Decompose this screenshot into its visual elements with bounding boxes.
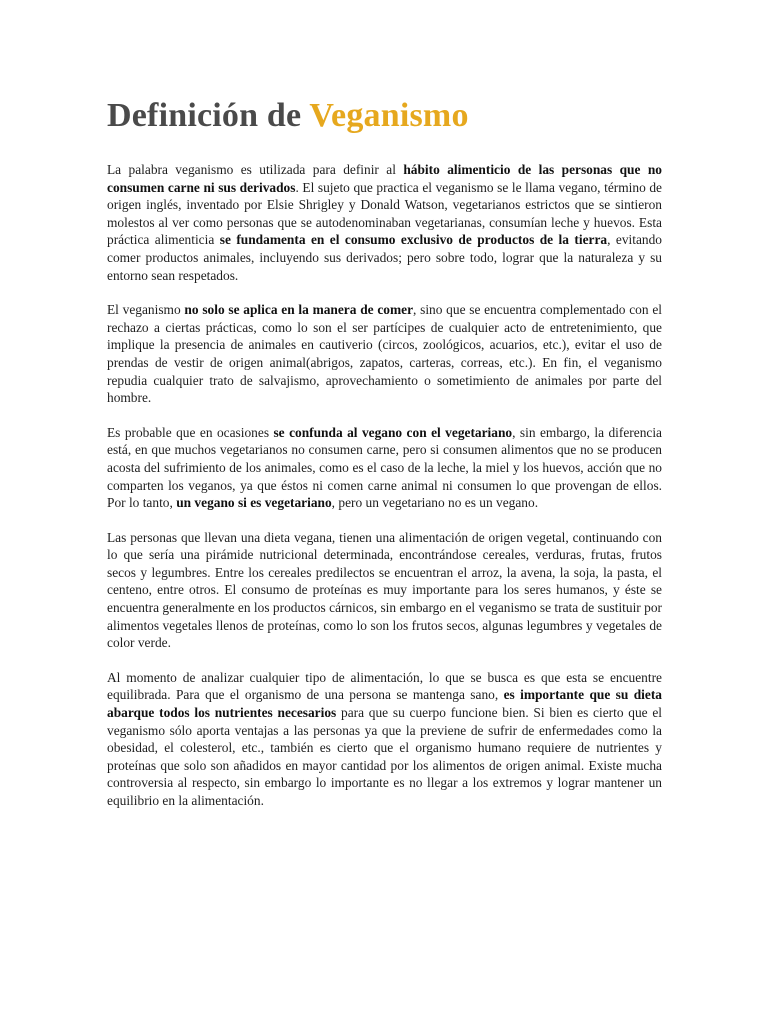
bold-run: se fundamenta en el consumo exclusivo de productos de la tierra — [219, 232, 608, 248]
paragraph-3 — [107, 424, 662, 512]
bold-run: no solo se aplica en la manera de comer — [184, 302, 414, 318]
title-highlight: Veganismo — [309, 97, 469, 134]
paragraph-2 — [107, 301, 662, 407]
paragraph-4 — [107, 529, 662, 652]
paragraph-1 — [107, 161, 662, 284]
text-run: , sin embargo, la diferencia está, en que muchos vegetarianos no consumen carne, pero si consumen alimentos que no se producen acosta del sufrimiento de los animales, como es el caso de la leche, la miel y los huevos, acción que no comparten los veganos, ya que éstos ni comen carne animal ni consumen lo que provengan de ellos. Por lo tanto, — [107, 424, 662, 511]
text-run: . El sujeto que practica el veganismo se le llama vegano, término de origen inglés, inventado por Elsie Shrigley y Donald Watson, vegetarianos estrictos que se sintieron molestos al ver como personas que se autodenominaban vegetarianas, consumían leche y huevos. Esta práctica alimenticia — [107, 179, 662, 248]
text-run: Es probable que en ocasiones — [107, 424, 274, 440]
text-run: Al momento de analizar cualquier tipo de alimentación, lo que se busca es que esta se encuentre equilibrada. Para que el organismo de una persona se mantenga sano, — [107, 669, 662, 703]
text-run: para que su cuerpo funcione bien. Si bien es cierto que el veganismo sólo aporta ventajas a las personas ya que la previene de sufrir de enfermedades como la obesidad, el colesterol, etc., también es cierto que el organismo humano requiere de nutrientes y proteínas que solo son añadidos en mayor cantidad por los alimentos de origen animal. Existe mucha controversia al respecto, sin embargo lo importante es no llegar a los extremos y lograr mantener un equilibrio en la alimentación. — [107, 705, 662, 808]
text-run: , pero un vegetariano no es un vegano. — [331, 495, 539, 511]
bold-run: hábito alimenticio de las personas que no consumen carne ni sus derivados — [107, 162, 662, 195]
bold-run: un vegano si es vegetariano — [176, 495, 332, 511]
text-run: El veganismo — [107, 302, 185, 318]
bold-run: es importante que su dieta abarque todos los nutrientes necesarios — [107, 687, 662, 721]
text-run: , sino que se encuentra complementado con el rechazo a ciertas prácticas, como lo son el ser partícipes de cualquier acto de entretenimiento, que implique la presencia de animales en cautiverio (circos, zoológicos, acuarios, etc.), evitar el uso de prendas de vestir de origen animal(abrigos, zapatos, carteras, correas, etc.). En fin, el veganismo repudia cualquier trato de salvajismo, aprovechamiento o sometimiento de animales por parte del hombre. — [107, 302, 662, 406]
text-run: , evitando comer productos animales, incluyendo sus derivados; pero sobre todo, lograr que la naturaleza y su entorno sean respetados. — [107, 232, 663, 283]
paragraph-5 — [107, 669, 662, 810]
page-title — [107, 94, 662, 138]
text-run: La palabra veganismo es utilizada para definir al — [107, 162, 404, 177]
bold-run: se confunda al vegano con el vegetariano — [273, 424, 513, 440]
document-page — [107, 94, 662, 827]
title-prefix: Definición de — [107, 97, 310, 134]
text-run: Las personas que llevan una dieta vegana, tienen una alimentación de origen vegetal, continuando con lo que sería una pirámide nutricional determinada, encontrándose cereales, verduras, frutas, frutos secos y legumbres. Entre los cereales predilectos se encuentran el arroz, la avena, la soja, la pasta, el centeno, entre otros. El consumo de proteínas es muy importante para los seres humanos, y éste se encuentra generalmente en los productos cárnicos, sin embargo en el veganismo se trata de sustituir por alimentos vegetales llenos de proteínas, como lo son los frutos secos, algunas legumbres y vegetales de color verde. — [107, 529, 662, 651]
